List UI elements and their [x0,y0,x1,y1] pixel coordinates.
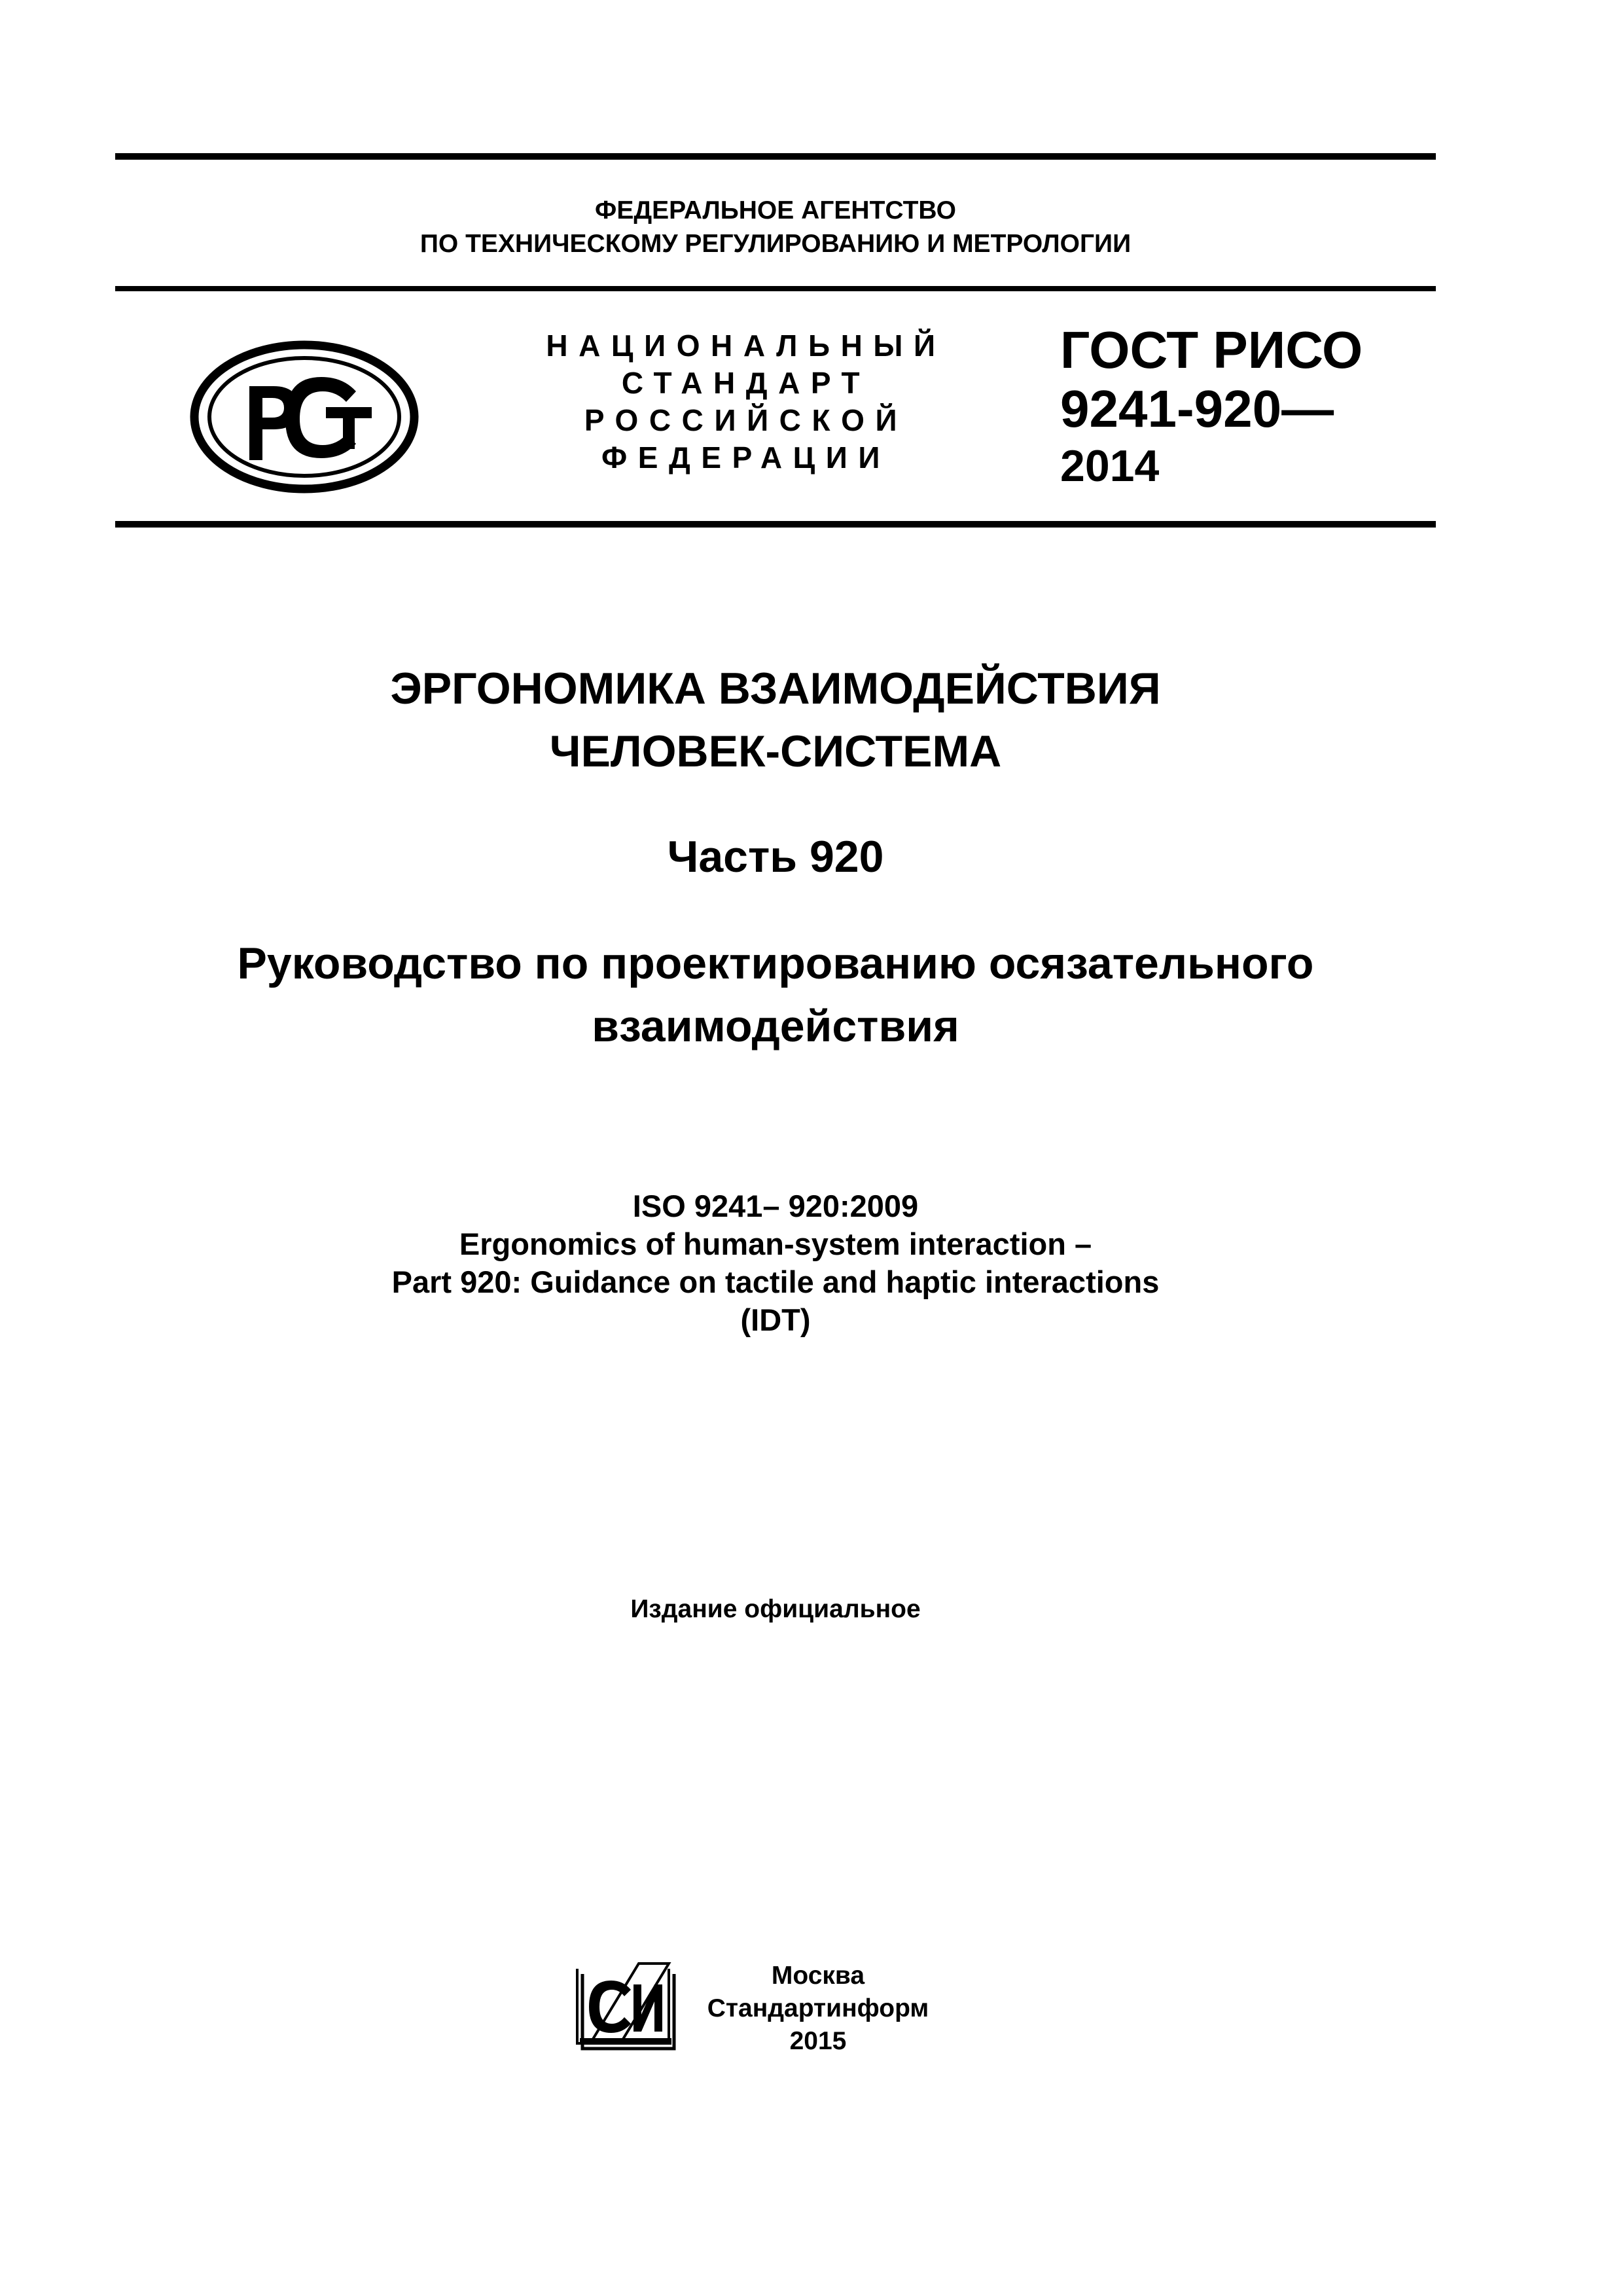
agency-header [115,194,1436,260]
publisher-block [694,1960,942,2058]
iso-reference [115,1187,1436,1339]
national-standard-label [517,327,975,476]
national-line-4: ФЕДЕРАЦИИ [601,440,891,475]
publisher-city: Москва [771,1962,865,1990]
top-rule [115,153,1436,160]
national-line-1: НАЦИОНАЛЬНЫЙ [546,329,946,363]
publisher-name: Стандартинформ [707,1994,929,2022]
middle-rule [115,286,1436,291]
agency-line-1: ФЕДЕРАЛЬНОЕ АГЕНТСТВО [595,196,956,224]
publisher-year: 2015 [789,2027,847,2055]
iso-line-3: Part 920: Guidance on tactile and haptic interactions [391,1265,1160,1299]
subtitle-line-2: взаимодействия [592,1001,959,1051]
subtitle-line-1: Руководство по проектированию осязательного [237,939,1314,988]
gost-year: 2014 [1060,441,1160,491]
document-title [115,657,1436,783]
gost-r-logo [187,339,421,495]
iso-line-1: ISO 9241– 920:2009 [632,1189,919,1223]
publisher-logo-text: СИ [627,2051,628,2052]
national-line-2: СТАНДАРТ [621,366,871,400]
title-line-1: ЭРГОНОМИКА ВЗАИМОДЕЙСТВИЯ [390,664,1161,713]
national-line-3: РОССИЙСКОЙ [584,403,908,437]
iso-line-4: (IDT) [740,1302,811,1337]
part-number: Часть 920 [667,832,884,882]
title-line-2: ЧЕЛОВЕК-СИСТЕМА [549,726,1002,776]
gost-line-1: ГОСТ РИСО [1060,321,1363,379]
iso-line-2: Ergonomics of human-system interaction – [459,1227,1092,1261]
edition-label: Издание официальное [630,1595,921,1623]
gost-designation [1060,321,1427,493]
bottom-rule [115,521,1436,528]
standartinform-logo [573,1961,681,2053]
agency-line-2: ПО ТЕХНИЧЕСКОМУ РЕГУЛИРОВАНИЮ И МЕТРОЛОГИИ [419,230,1132,258]
document-subtitle [115,932,1436,1058]
gost-line-2: 9241-920— [1060,380,1334,438]
